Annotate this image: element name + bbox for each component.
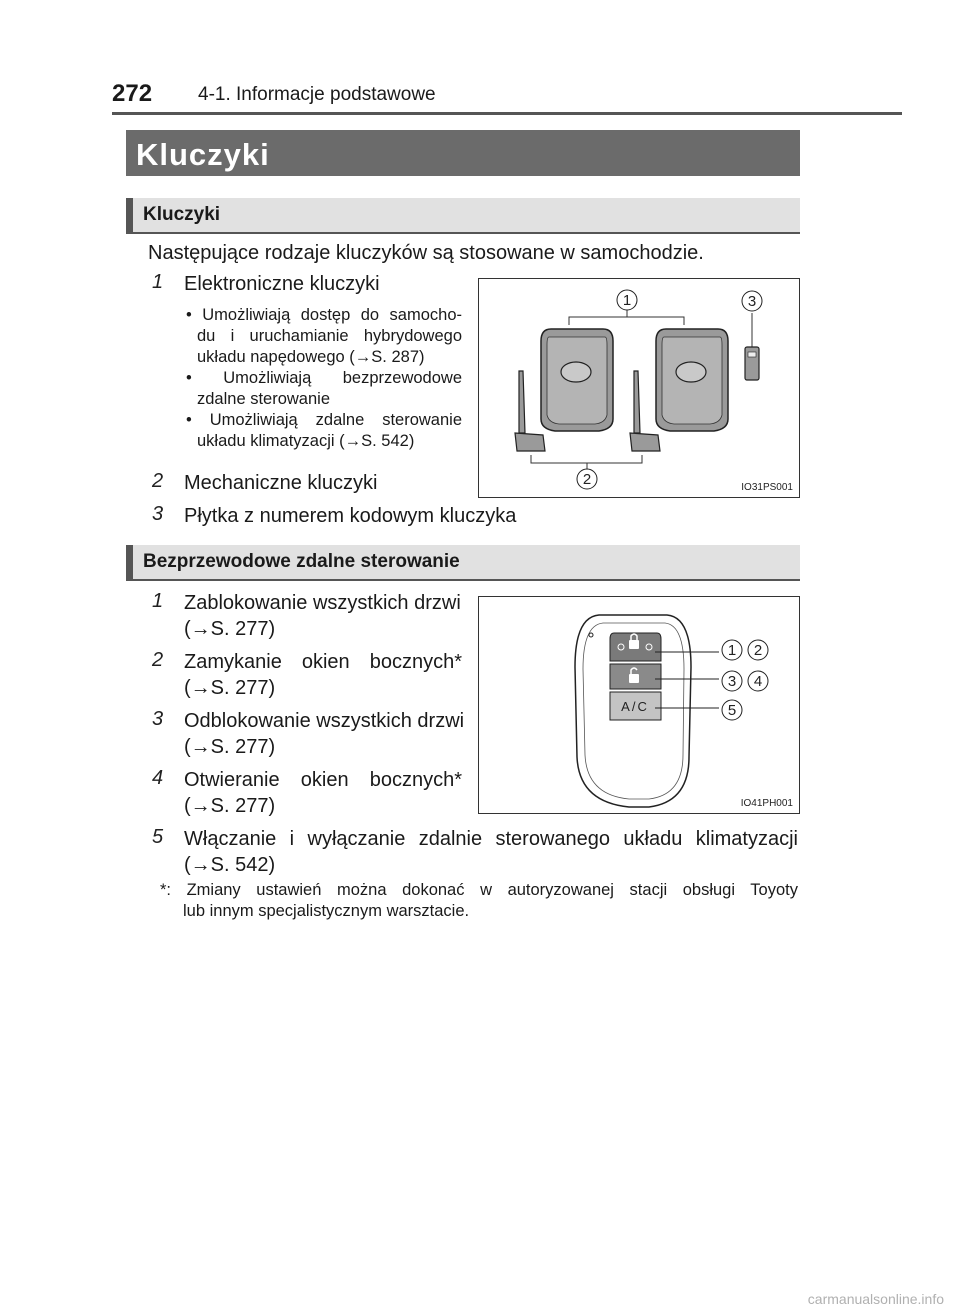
smart-key-icon [541,329,613,431]
keys-figure [478,278,800,498]
section-title: 4-1. Informacje podstawowe [198,84,436,105]
item-number: 2 [152,649,164,671]
item-label: Włączanie i wyłączanie zdalnie sterowanego układu klimatyzacji [184,828,798,850]
callout-1: 1 [622,292,632,309]
intro-text: Następujące rodzaje kluczyków są stosowane w samochodzie. [148,242,704,264]
item-ref: (→S. 542) [184,854,276,876]
callout-4: 4 [753,673,763,690]
bullet-list: • Umożliwiają dostęp do samocho- du i uruchamianie hybrydowego układu napędowego (→S. 287) • Umożliwiają bezprzewodowe zdalne sterowanie • Umożliwiają zdalne sterowanie układu klimatyzacji (→S. 542) [186,306,462,450]
watermark: carmanualsonline.info [807,1291,944,1307]
footnote: *: Zmiany ustawień można dokonać w autoryzowanej stacji obsługi Toyoty lub innym specjalistycznym warsztacie. [160,881,798,920]
callout-3: 3 [727,673,737,690]
subheading-remote [126,545,800,581]
remote-illustration [479,597,799,813]
callout-3: 3 [747,293,757,310]
item-ref: (→S. 277) [184,677,276,699]
callout-2: 2 [753,642,763,659]
unlock-button [610,664,661,689]
ac-label: A/C [621,699,649,714]
smart-key-icon [656,329,728,431]
item-label: Elektroniczne kluczyki [184,273,380,295]
keys-illustration [479,279,799,497]
item-label: Otwieranie okien bocznych* [184,769,462,791]
item-label: Zablokowanie wszystkich drzwi [184,592,461,614]
ac-button [610,692,661,720]
item-number: 4 [152,767,164,789]
lock-button [610,633,661,661]
item-label: Zamykanie okien bocznych* [184,651,462,673]
item-ref: (→S. 277) [184,736,276,758]
item-ref: (→S. 277) [184,618,276,640]
header-rule [112,112,902,115]
item-number: 3 [152,503,164,525]
page-title: Kluczyki [136,137,270,172]
subheading-keys [126,198,800,234]
callout-1: 1 [727,642,737,659]
item-number: 5 [152,826,164,848]
figure-code: IO31PS001 [741,482,793,493]
page-number: 272 [112,80,153,107]
remote-figure [478,596,800,814]
item-ref: (→S. 277) [184,795,276,817]
page-title-bar [126,130,800,176]
item-number: 1 [152,590,164,612]
key-number-plate-icon [745,347,759,380]
item-number: 3 [152,708,164,730]
callout-5: 5 [727,702,737,719]
item-number: 1 [152,271,164,293]
figure-code: IO41PH001 [740,798,793,809]
item-number: 2 [152,470,164,492]
item-label: Mechaniczne kluczyki [184,472,378,494]
item-label: Odblokowanie wszystkich drzwi [184,710,465,732]
subheading-keys-label: Kluczyki [143,204,221,225]
subheading-remote-label: Bezprzewodowe zdalne sterowanie [143,551,460,572]
item-label: Płytka z numerem kodowym kluczyka [184,505,517,527]
callout-2: 2 [582,471,592,488]
